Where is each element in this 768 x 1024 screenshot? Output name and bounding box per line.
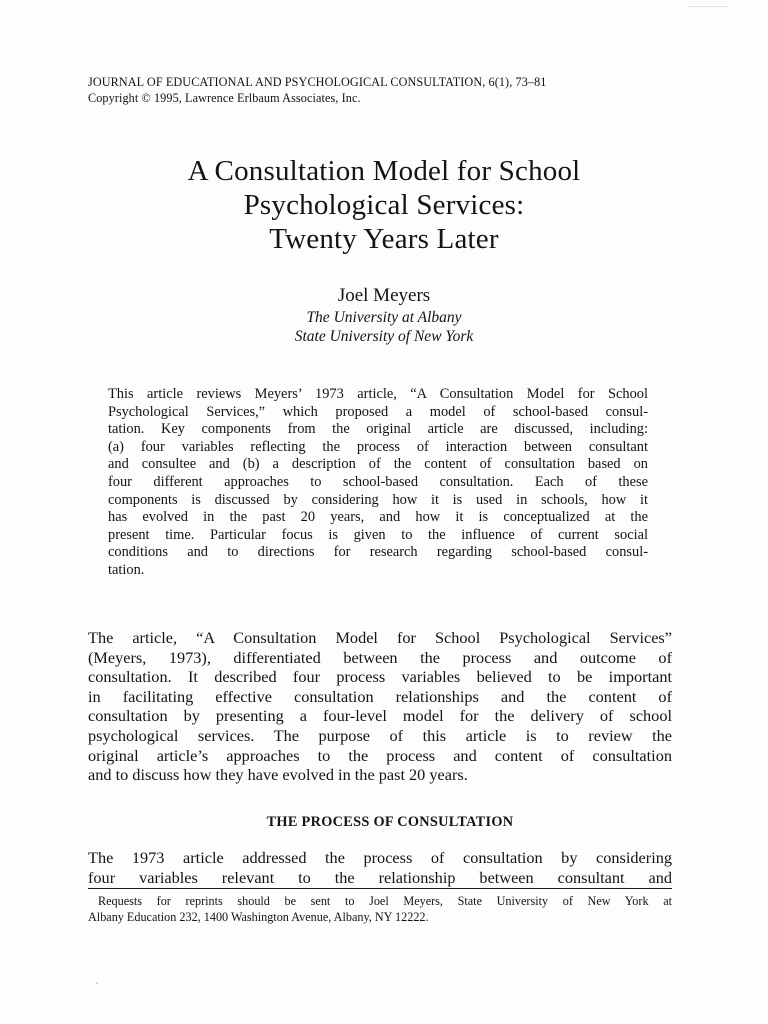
section-paragraph <box>88 848 672 887</box>
abstract <box>108 386 648 580</box>
footnote-divider <box>88 888 672 889</box>
abstract-line: This article reviews Meyers’ 1973 article, “A Consultation Model for School <box>108 386 648 402</box>
scan-speck <box>96 982 98 984</box>
author-affiliation: State University of New York <box>294 328 474 345</box>
abstract-line: components is discussed by considering how it is used in schools, how it <box>108 491 648 508</box>
intro-paragraph <box>88 628 672 785</box>
copyright-line: Copyright © 1995, Lawrence Erlbaum Associates, Inc. <box>88 91 361 105</box>
body-line: in facilitating effective consultation relationships and the content of <box>88 686 672 706</box>
abstract-line: conditions and to directions for research regarding school-based consul- <box>108 544 648 561</box>
footnote-line: Albany Education 232, 1400 Washington Avenue, Albany, NY 12222. <box>88 910 429 924</box>
footnote <box>88 893 672 925</box>
journal-header <box>88 74 546 106</box>
author-block <box>0 284 768 346</box>
abstract-line: tation. Key components from the original article are discussed, including: <box>108 421 648 438</box>
author-name: Joel Meyers <box>337 285 431 306</box>
footnote-line: Requests for reprints should be sent to Joel Meyers, State University of New York at <box>98 894 672 908</box>
body-line: original article’s approaches to the process and content of consultation <box>88 745 672 765</box>
section-heading: THE PROCESS OF CONSULTATION <box>266 814 514 830</box>
title-line: A Consultation Model for School <box>187 155 581 187</box>
body-line: and to discuss how they have evolved in the past 20 years. <box>88 765 468 785</box>
title-line: Psychological Services: <box>243 189 525 221</box>
journal-citation: JOURNAL OF EDUCATIONAL AND PSYCHOLOGICAL CONSULTATION, 6(1), 73–81 <box>88 75 547 89</box>
body-line: four variables relevant to the relationship between consultant and <box>88 867 672 887</box>
body-line: psychological services. The purpose of this article is to review the <box>88 725 672 745</box>
body-line: The article, “A Consultation Model for School Psychological Services” <box>88 628 672 647</box>
body-line: (Meyers, 1973), differentiated between the process and outcome of <box>88 647 672 667</box>
abstract-line: (a) four variables reflecting the process of interaction between consultant <box>108 438 648 455</box>
body-line: The 1973 article addressed the process of consultation by considering <box>88 848 672 867</box>
scan-speck <box>688 6 728 7</box>
abstract-line: Psychological Services,” which proposed a model of school-based consul- <box>108 403 648 420</box>
abstract-line: four different approaches to school-based consultation. Each of these <box>108 473 648 490</box>
abstract-line: tation. <box>108 561 145 578</box>
body-line: consultation. It described four process variables believed to be important <box>88 667 672 687</box>
body-line: consultation by presenting a four-level model for the delivery of school <box>88 706 672 726</box>
author-affiliation: The University at Albany <box>306 309 462 326</box>
abstract-line: has evolved in the past 20 years, and how it is conceptualized at the <box>108 509 648 526</box>
article-title <box>0 154 768 256</box>
abstract-line: and consultee and (b) a description of the content of consultation based on <box>108 456 648 473</box>
abstract-line: present time. Particular focus is given to the influence of current social <box>108 526 648 543</box>
title-line: Twenty Years Later <box>269 223 499 255</box>
